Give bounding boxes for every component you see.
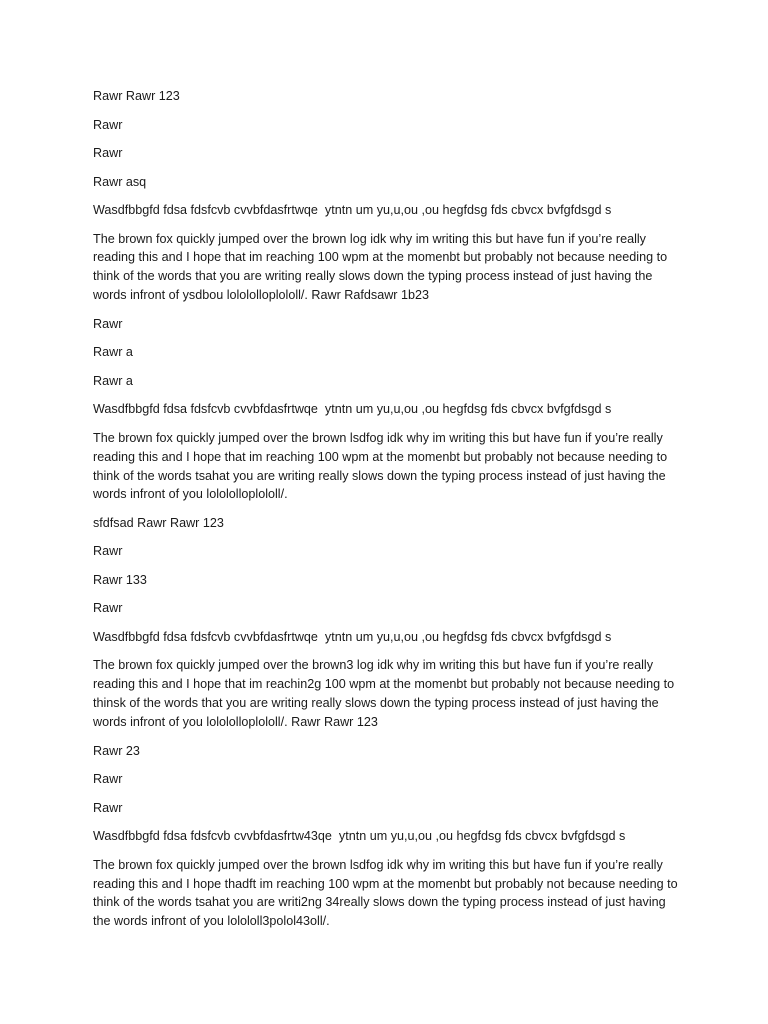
paragraph: Wasdfbbgfd fdsa fdsfcvb cvvbfdasfrtwqe ytntn um yu,u,ou ,ou hegfdsg fds cbvcx bvfgfdsgd s [93, 402, 612, 417]
paragraph: Rawr [93, 146, 123, 160]
paragraph: Rawr Rawr 123 [93, 89, 180, 103]
paragraph: Rawr 133 [93, 572, 147, 587]
paragraph: Wasdfbbgfd fdsa fdsfcvb cvvbfdasfrtwqe ytntn um yu,u,ou ,ou hegfdsg fds cbvcx bvfgfdsgd s [93, 629, 612, 644]
paragraph: Rawr a [93, 373, 133, 388]
paragraph: Rawr 23 [93, 743, 140, 758]
paragraph: Rawr [93, 316, 123, 331]
document-body[interactable] [93, 87, 683, 941]
paragraph: Rawr [93, 117, 123, 132]
paragraph: Rawr asq [93, 174, 147, 189]
paragraph: Rawr a [93, 345, 133, 360]
paragraph: The brown fox quickly jumped over the brown log idk why im writing this but have fun if you’re really reading this and I hope that im reaching 100 wpm at the momenbt but probably not because needing to think of the words that you are writing really slows down the typing process instead of just having the words infront of ysdbou lolololloplololl/. Rawr Rafdsawr 1b23 [93, 231, 671, 303]
paragraph: Wasdfbbgfd fdsa fdsfcvb cvvbfdasfrtw43qe ytntn um yu,u,ou ,ou hegfdsg fds cbvcx bvfgfdsgd s [93, 829, 626, 844]
paragraph: The brown fox quickly jumped over the brown lsdfog idk why im writing this but have fun if you’re really reading this and I hope that im reaching 100 wpm at the momenbt but probably not because needing to think of the words tsahat you are writing really slows down the typing process instead of just having the words infront of you lolololloplololl/. [93, 430, 671, 502]
paragraph: Rawr [93, 544, 123, 559]
paragraph: sfdfsad Rawr Rawr 123 [93, 515, 224, 530]
paragraph: The brown fox quickly jumped over the brown lsdfog idk why im writing this but have fun if you’re really reading this and I hope thadft im reaching 100 wpm at the momenbt but probably not because needing to think of the words tsahat you are writi2ng 34really slows down the typing process instead of just having the words infront of you lolololl3polol43oll/. [93, 857, 682, 929]
paragraph: The brown fox quickly jumped over the brown3 log idk why im writing this but have fun if you’re really reading this and I hope that im reachin2g 100 wpm at the momenbt but probably not because needing to thinsk of the words that you are writing really slows down the typing process instead of just having the words infront of you lolololloplololl/. Rawr Rawr 123 [93, 658, 678, 730]
paragraph: Rawr [93, 800, 123, 815]
paragraph: Rawr [93, 601, 123, 616]
paragraph: Wasdfbbgfd fdsa fdsfcvb cvvbfdasfrtwqe ytntn um yu,u,ou ,ou hegfdsg fds cbvcx bvfgfdsgd s [93, 203, 612, 217]
paragraph: Rawr [93, 772, 123, 787]
